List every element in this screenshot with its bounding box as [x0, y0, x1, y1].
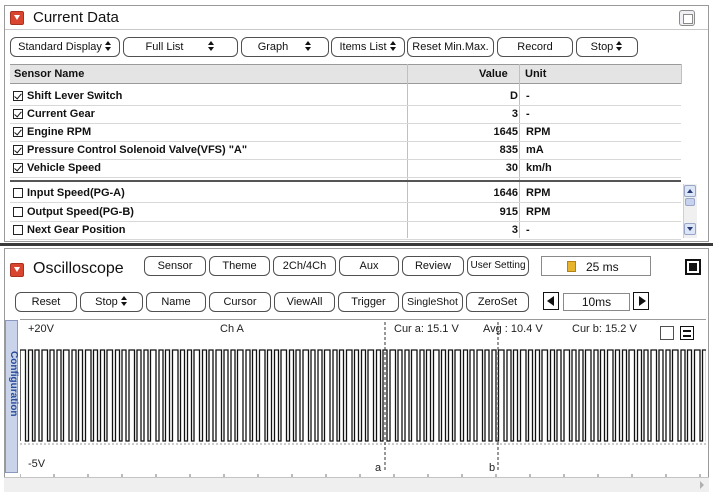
updown-icon: [208, 41, 215, 51]
plot-checkbox[interactable]: [660, 326, 674, 340]
reset-min-max-button[interactable]: Reset Min.Max.: [407, 37, 494, 57]
cursor-a-marker[interactable]: a: [375, 462, 382, 474]
configuration-tab[interactable]: Configuration: [5, 320, 18, 473]
cursor-a-readout: Cur a: 15.1 V: [394, 323, 459, 335]
sensor-name: Engine RPM: [27, 126, 92, 138]
row-checkbox[interactable]: [13, 145, 23, 155]
sensor-value: 1645: [493, 126, 518, 138]
sensor-unit: mA: [526, 144, 544, 156]
collapse-chevron-icon[interactable]: [10, 11, 24, 25]
row-checkbox[interactable]: [13, 109, 23, 119]
collapse-chevron-icon[interactable]: [10, 263, 24, 277]
viewall-button[interactable]: ViewAll: [274, 292, 335, 312]
scroll-down-icon[interactable]: [684, 223, 696, 235]
time-display: 25 ms: [541, 256, 651, 276]
zeroset-button[interactable]: ZeroSet: [466, 292, 529, 312]
cursor-button[interactable]: Cursor: [209, 292, 271, 312]
sensor-value: 30: [505, 162, 518, 174]
sensor-value: 835: [499, 144, 518, 156]
oscilloscope-title: Oscilloscope: [33, 260, 124, 277]
table-row[interactable]: [10, 141, 681, 160]
record-button[interactable]: Record: [497, 37, 573, 57]
row-checkbox[interactable]: [13, 91, 23, 101]
reset-button[interactable]: Reset: [15, 292, 77, 312]
theme-button[interactable]: Theme: [209, 256, 270, 276]
channel-toggle-button[interactable]: 2Ch/4Ch: [273, 256, 336, 276]
stop-select[interactable]: Stop: [576, 37, 638, 57]
scroll-thumb[interactable]: [685, 198, 695, 206]
title-divider: [5, 29, 708, 30]
updown-icon: [105, 41, 112, 51]
unit-header: Unit: [525, 68, 547, 80]
hourglass-icon: [567, 261, 576, 272]
table-row[interactable]: [10, 203, 681, 222]
updown-icon: [616, 41, 623, 51]
column-divider: [681, 64, 682, 84]
table-row[interactable]: [10, 105, 681, 124]
row-checkbox[interactable]: [13, 163, 23, 173]
sensor-unit: RPM: [526, 126, 551, 138]
channel-label: Ch A: [220, 323, 244, 335]
sensor-value: D: [510, 90, 518, 102]
waveform-svg: [20, 320, 706, 478]
selected-items-divider: [10, 180, 681, 182]
singleshot-button[interactable]: SingleShot: [402, 292, 463, 312]
sensor-name: Pressure Control Solenoid Valve(VFS) "A": [27, 144, 248, 156]
sensor-table-header: [10, 64, 681, 84]
oscilloscope-plot[interactable]: [20, 319, 706, 477]
sensor-name: Vehicle Speed: [27, 162, 101, 174]
sensor-name: Shift Lever Switch: [27, 90, 123, 102]
channel-a-waveform: [20, 350, 706, 441]
sensor-unit: -: [526, 90, 530, 102]
updown-icon: [390, 41, 397, 51]
updown-icon: [121, 296, 128, 306]
full-list-select[interactable]: Full List: [123, 37, 238, 57]
standard-display-select[interactable]: Standard Display: [10, 37, 120, 57]
sensor-value: 915: [499, 206, 518, 218]
updown-icon: [305, 41, 312, 51]
items-list-select[interactable]: Items List: [331, 37, 405, 57]
aux-button[interactable]: Aux: [339, 256, 399, 276]
voltage-min-label: -5V: [28, 458, 46, 470]
sensor-unit: RPM: [526, 187, 551, 199]
row-checkbox[interactable]: [13, 188, 23, 198]
sensor-name: Current Gear: [27, 108, 95, 120]
window-restore-icon[interactable]: [679, 10, 695, 26]
name-button[interactable]: Name: [146, 292, 206, 312]
sensor-name-header: Sensor Name: [14, 68, 85, 80]
sensor-value: 3: [511, 224, 518, 236]
sensor-name: Input Speed(PG-A): [27, 187, 125, 199]
trigger-button[interactable]: Trigger: [338, 292, 399, 312]
value-header: Value: [479, 68, 508, 80]
row-checkbox[interactable]: [13, 225, 23, 235]
sensor-name: Output Speed(PG-B): [27, 206, 134, 218]
sensor-button[interactable]: Sensor: [144, 256, 206, 276]
sensor-name: Next Gear Position: [27, 224, 126, 236]
scroll-up-icon[interactable]: [684, 185, 696, 197]
stop-square-icon[interactable]: [685, 259, 701, 275]
table-row[interactable]: [10, 159, 681, 178]
user-setting-button[interactable]: User Setting: [467, 256, 529, 276]
time-decrease-icon[interactable]: [543, 292, 559, 310]
table-row[interactable]: [10, 123, 681, 142]
sensor-unit: km/h: [526, 162, 552, 174]
average-readout: Avg : 10.4 V: [483, 323, 543, 335]
voltage-max-label: +20V: [28, 323, 54, 335]
time-increase-icon[interactable]: [633, 292, 649, 310]
graph-select[interactable]: Graph: [241, 37, 329, 57]
horizontal-scrollbar[interactable]: [4, 477, 709, 492]
sensor-value: 3: [511, 108, 518, 120]
sensor-unit: -: [526, 108, 530, 120]
scope-stop-select[interactable]: Stop: [80, 292, 143, 312]
row-checkbox[interactable]: [13, 127, 23, 137]
sensor-unit: RPM: [526, 206, 551, 218]
current-data-title: Current Data: [33, 9, 119, 26]
pane-splitter[interactable]: [0, 243, 713, 246]
cursor-b-marker[interactable]: b: [489, 462, 496, 474]
sensor-value: 1646: [493, 187, 518, 199]
review-button[interactable]: Review: [402, 256, 464, 276]
time-division-field[interactable]: 10ms: [563, 293, 630, 311]
cursor-b-readout: Cur b: 15.2 V: [572, 323, 637, 335]
row-checkbox[interactable]: [13, 207, 23, 217]
table-row[interactable]: [10, 221, 681, 240]
channel-layout-icon[interactable]: [680, 326, 694, 340]
table-row[interactable]: [10, 87, 681, 106]
table-row[interactable]: [10, 184, 681, 203]
sensor-unit: -: [526, 224, 530, 236]
